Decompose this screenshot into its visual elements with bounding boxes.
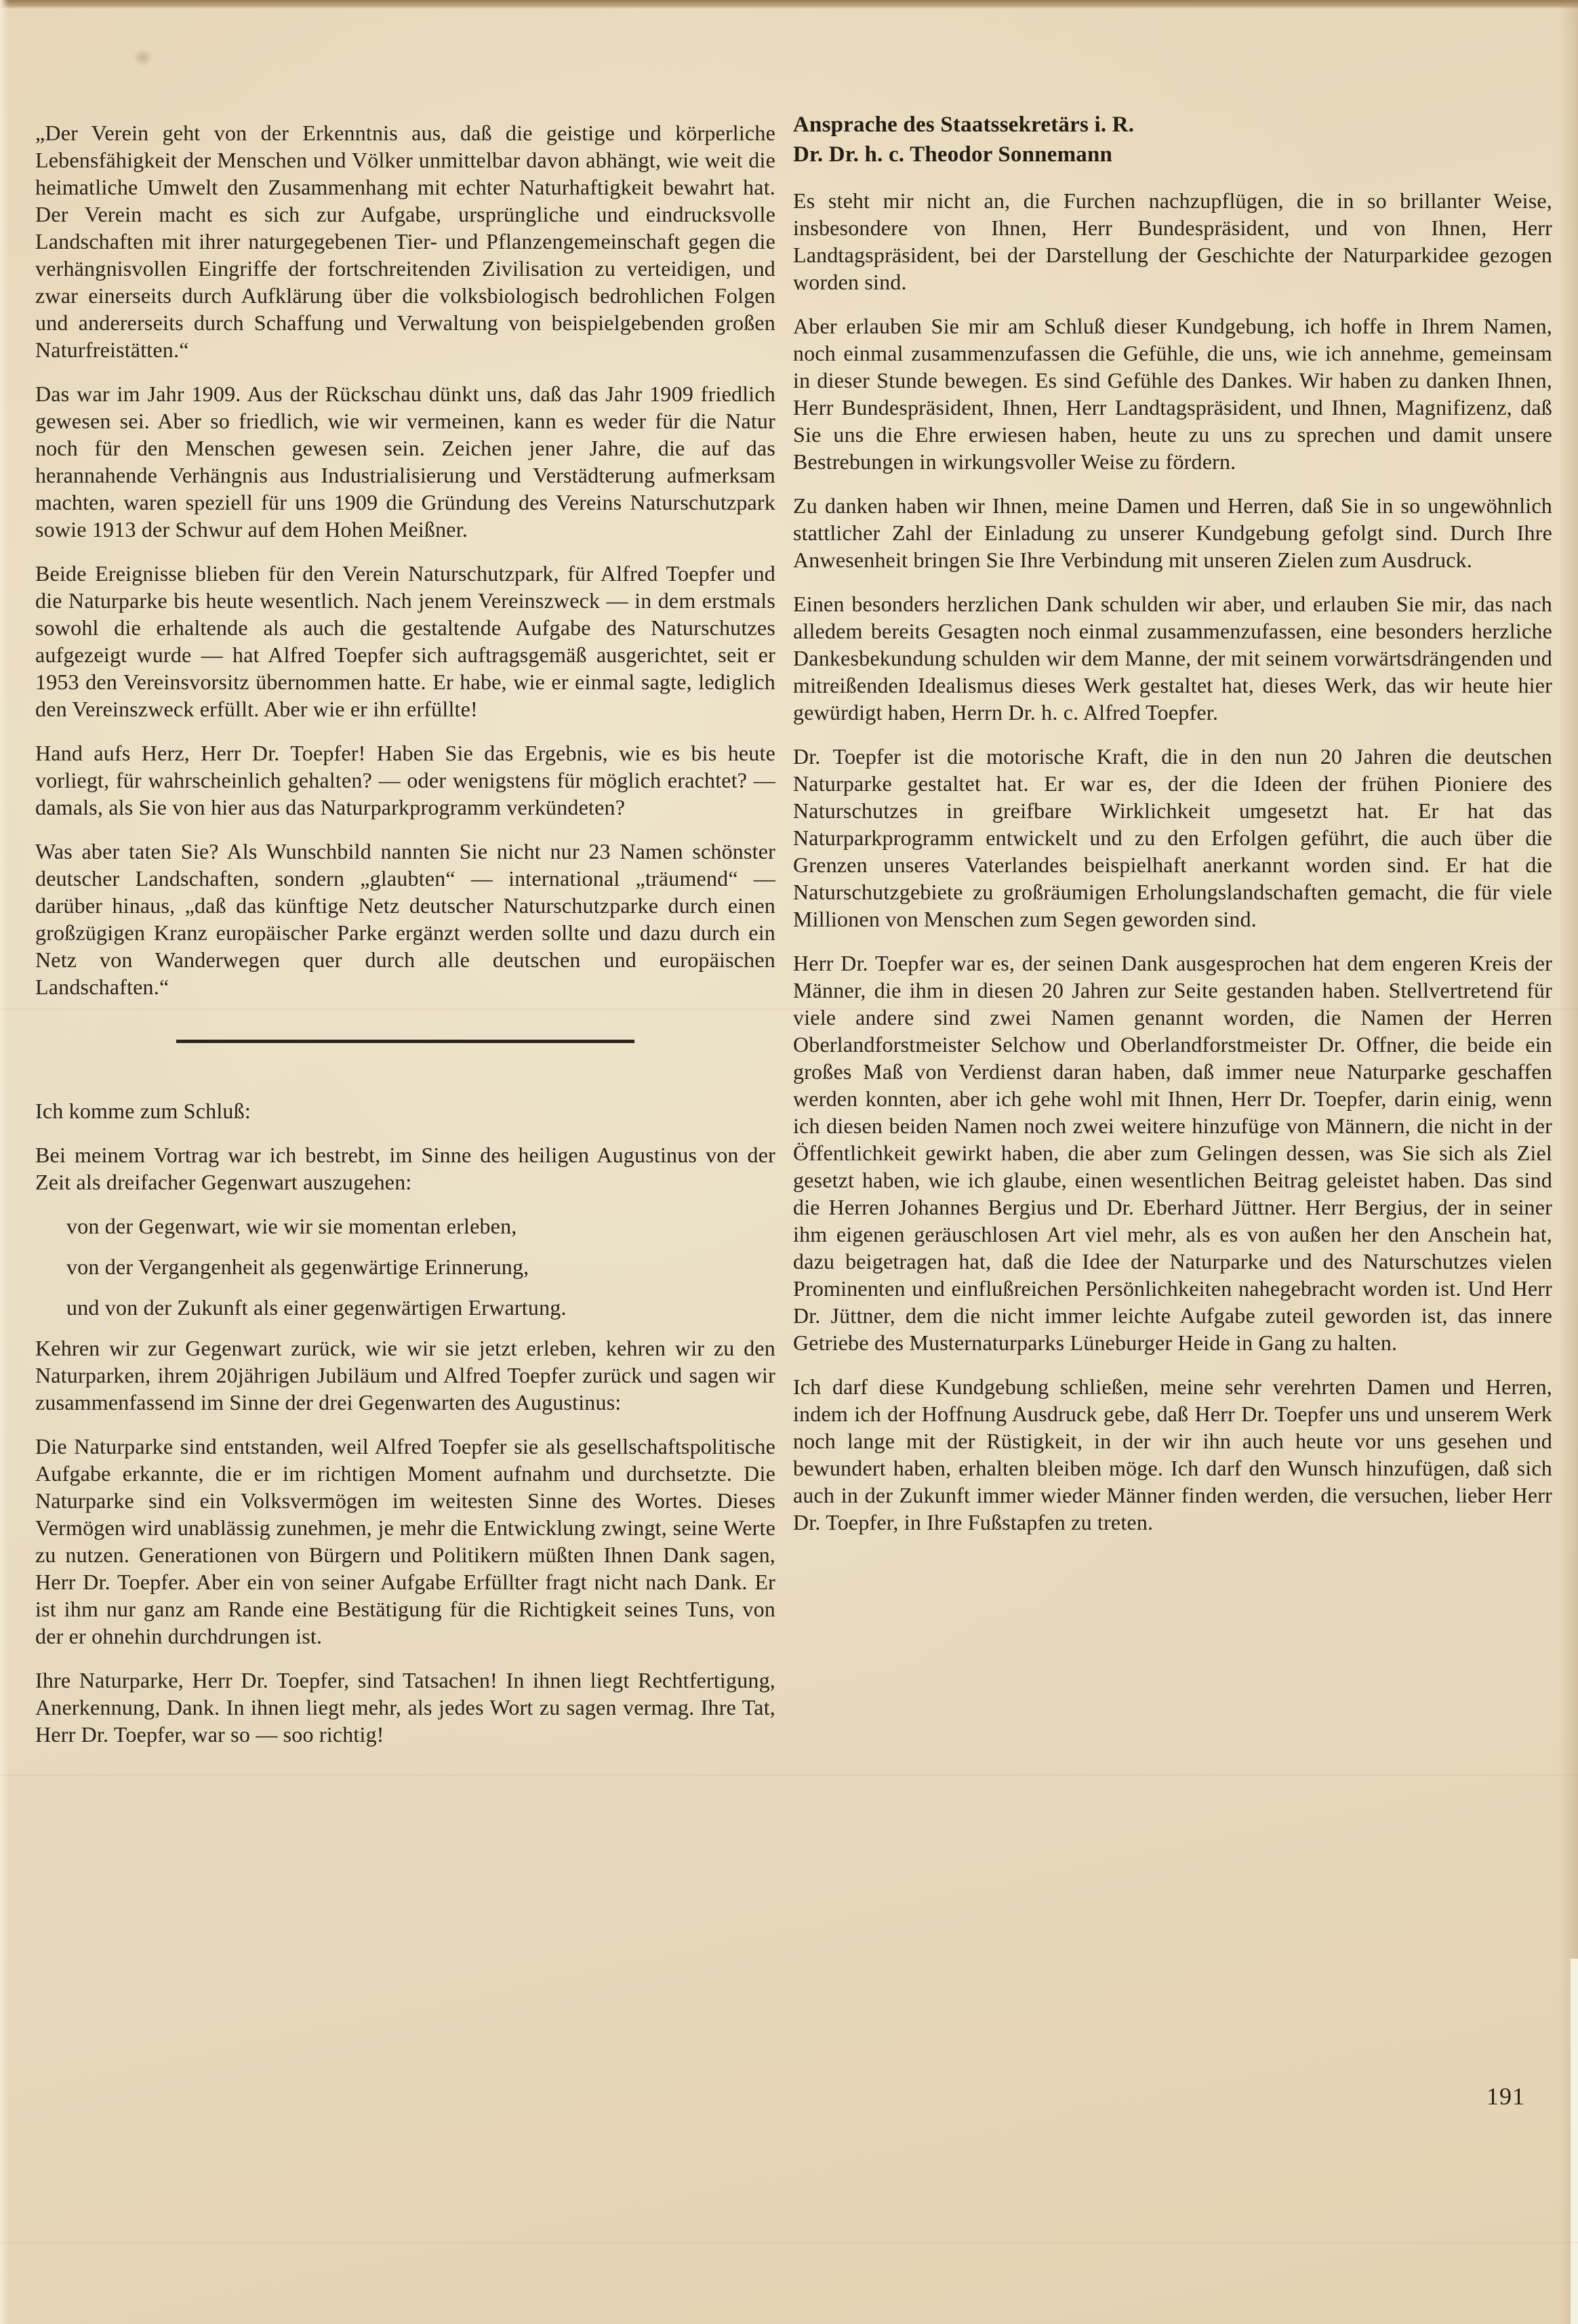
paragraph: Hand aufs Herz, Herr Dr. Toepfer! Haben Sie das Ergebnis, wie es bis heute vorliegt, für wahrscheinlich gehalten? — oder wenigstens für möglich erachtet? — damals, als Sie von hier aus das Naturparkprogramm verkündeten? — [35, 741, 775, 819]
scan-line — [0, 1774, 1578, 1776]
page-number: 191 — [1486, 2083, 1525, 2110]
paragraph: Dr. Toepfer ist die motorische Kraft, die in den nun 20 Jahren die deutschen Naturparke gestaltet hat. Er war es, der die Ideen der frühen Pioniere des Naturschutzes in greifbare Wirklichkeit umgesetzt hat. Er hat das Naturparkprogramm entwickelt und zu den Erfolgen geführt, die auch über die Grenzen unseres Vaterlandes beispielhaft anerkannt worden sind. Er hat die Naturschutzgebiete zu großräumigen Erholungslandschaften gemacht, die für viele Millionen von Menschen zum Segen geworden sind. — [793, 744, 1552, 931]
scan-edge-top — [0, 0, 1578, 9]
scan-edge-left — [0, 0, 9, 2324]
left-column — [35, 119, 775, 1765]
paragraph: und von der Zukunft als einer gegenwärtigen Erwartung. — [66, 1295, 567, 1320]
paragraph: Was aber taten Sie? Als Wunschbild nannten Sie nicht nur 23 Namen schönster deutscher Landschaften, sondern „glaubten“ — international „träumend“ — darüber hinaus, „daß das künftige Netz deutscher Naturschutzparke durch einen großzügigen Kranz europäischer Parke ergänzt werden sollte und dazu durch ein Netz von Wanderwegen quer durch alle deutschen und europäischen Landschaften.“ — [35, 839, 775, 999]
paragraph: Zu danken haben wir Ihnen, meine Damen und Herren, daß Sie in so ungewöhnlich stattlicher Zahl der Einladung zu unserer Kundgebung gefolgt sind. Durch Ihre Anwesenheit bringen Sie Ihre Verbindung mit unseren Zielen zum Ausdruck. — [793, 493, 1552, 572]
article-title — [793, 110, 1552, 169]
paragraph: Herr Dr. Toepfer war es, der seinen Dank ausgesprochen hat dem engeren Kreis der Männer, die ihm in diesen 20 Jahren zur Seite gestanden haben. Stellvertretend für viele andere sind zwei Namen genannt worden, die Namen der Herren Oberlandforstmeister Selchow und Oberlandforstmeister Dr. Offner, die beide ein großes Maß von Verdienst daran haben, daß immer neue Naturparke geschaffen werden konnten, aber ich gehe wohl mit Ihnen, Herr Dr. Toepfer, darin einig, wenn ich diesen beiden Namen noch zwei weitere hinzufüge von Männern, die nicht in der Öffentlichkeit gewirkt haben, die aber zum Gelingen dessen, was Sie sich als Ziel gesetzt haben, wie ich glaube, einen wesentlichen Beitrag geleistet haben. Das sind die Herren Johannes Bergius und Dr. Eberhard Jüttner. Herr Bergius, der in seiner ihm eigenen geräuschlosen Art viel mehr, als es von außen her den Anschein hat, dazu beigetragen hat, daß die Idee der Naturparke und des Naturschutzes vielen Prominenten und einflußreichen Persönlichkeiten nahegebracht worden ist. Und Herr Dr. Jüttner, dem die nicht immer leichte Aufgabe zuteil geworden ist, das innere Getriebe des Musternaturparks Lüneburger Heide in Gang zu halten. — [793, 951, 1552, 1355]
paragraph: Das war im Jahr 1909. Aus der Rückschau dünkt uns, daß das Jahr 1909 friedlich gewesen sei. Aber so friedlich, wie wir vermeinen, kann es weder für die Natur noch für den Menschen gewesen sein. Zeichen jener Jahre, die auf das herannahende Verhängnis aus Industrialisierung und Verstädterung aufmerksam machten, waren speziell für uns 1909 die Gründung des Vereins Naturschutzpark sowie 1913 der Schwur auf dem Hohen Meißner. — [35, 382, 775, 542]
paragraph: Ich komme zum Schluß: — [35, 1099, 251, 1123]
paragraph: Einen besonders herzlichen Dank schulden wir aber, und erlauben Sie mir, das nach alledem bereits Gesagten noch einmal zusammenzufassen, eine besonders herzliche Dankesbekundung schulden wir dem Manne, der mit seinem vorwärtsdrängenden und mitreißenden Idealismus dieses Werk gestaltet hat, dieses Werk, das wir heute hier gewürdigt haben, Herrn Dr. h. c. Alfred Toepfer. — [793, 592, 1552, 725]
paragraph: Ich darf diese Kundgebung schließen, meine sehr verehrten Damen und Herren, indem ich der Hoffnung Ausdruck gebe, daß Herr Dr. Toepfer uns und unserem Werk noch lange mit der Rüstigkeit, in der wir ihn auch heute vor uns gesehen und bewundert haben, erhalten bleiben möge. Ich darf den Wunsch hinzufügen, daß sich auch in der Zukunft immer wieder Männer finden werden, die versuchen, lieber Herr Dr. Toepfer, in Ihre Fußstapfen zu treten. — [793, 1374, 1552, 1534]
paragraph: Die Naturparke sind entstanden, weil Alfred Toepfer sie als gesellschaftspolitische Aufgabe erkannte, die er im richtigen Moment aufnahm und durchsetzte. Die Naturparke sind ein Volksvermögen im weitesten Sinne des Wortes. Dieses Vermögen wird unablässig zunehmen, je mehr die Entwicklung zwingt, seine Werte zu nutzen. Generationen von Bürgern und Politikern müßten Ihnen Dank sagen, Herr Dr. Toepfer. Aber ein von seiner Aufgabe Erfüllter fragt nicht nach Dank. Er ist ihm nur ganz am Rande eine Bestätigung für die Richtigkeit seines Tuns, von der er ohnehin durchdrungen ist. — [35, 1434, 775, 1648]
paragraph: „Der Verein geht von der Erkenntnis aus, daß die geistige und körperliche Lebensfähigkeit der Menschen und Völker unmittelbar davon abhängt, wie weit die heimatliche Umwelt den Zusammenhang mit echter Naturhaftigkeit bewahrt hat. Der Verein macht es sich zur Aufgabe, ursprüngliche und eindrucksvolle Landschaften mit ihrer naturgegebenen Tier- und Pflanzengemeinschaft gegen die verhängnisvollen Eingriffe der fortschreitenden Zivilisation zu verteidigen, und zwar einerseits durch Aufklärung über die volksbiologisch bedrohlichen Folgen und andererseits durch Schaffung und Verwaltung von beispielgebenden großen Naturfreistätten.“ — [35, 121, 775, 362]
scan-edge-right-white — [1571, 1959, 1578, 2324]
paragraph: Aber erlauben Sie mir am Schluß dieser Kundgebung, ich hoffe in Ihrem Namen, noch einmal zusammenzufassen die Gefühle, die uns, wie ich annehme, gemeinsam in dieser Stunde bewegen. Es sind Gefühle des Dankes. Wir haben zu danken Ihnen, Herr Bundespräsident, Ihnen, Herr Landtagspräsident, und Ihnen, Magnifizenz, daß Sie uns die Ehre erwiesen haben, heute zu uns zu sprechen und damit unsere Bestrebungen in wirkungsvoller Weise zu fördern. — [793, 314, 1552, 474]
paragraph: Kehren wir zur Gegenwart zurück, wie wir sie jetzt erleben, kehren wir zu den Naturparken, ihrem 20jährigen Jubiläum und Alfred Toepfer zurück und sagen wir zusammenfassend im Sinne der drei Gegenwarten des Augustinus: — [35, 1336, 775, 1414]
paragraph: von der Gegenwart, wie wir sie momentan erleben, — [66, 1214, 517, 1238]
paragraph: von der Vergangenheit als gegenwärtige Erinnerung, — [66, 1255, 529, 1279]
section-divider — [176, 1040, 634, 1043]
right-column — [793, 110, 1552, 1553]
article-title-line1: Ansprache des Staatssekretärs i. R. — [793, 113, 1135, 137]
article-title-line2: Dr. Dr. h. c. Theodor Sonnemann — [793, 142, 1113, 167]
right-column-body — [793, 187, 1552, 1536]
paragraph: Es steht mir nicht an, die Furchen nachzupflügen, die in so brillanter Weise, insbesondere von Ihnen, Herr Bundespräsident, und von Ihnen, Herr Landtagspräsident, bei der Darstellung der Geschichte der Naturparkidee gezogen worden sind. — [793, 188, 1552, 294]
scan-line — [0, 2242, 1578, 2243]
paragraph: Bei meinem Vortrag war ich bestrebt, im Sinne des heiligen Augustinus von der Zeit als dreifacher Gegenwart auszugehen: — [35, 1143, 775, 1194]
paragraph: Ihre Naturparke, Herr Dr. Toepfer, sind Tatsachen! In ihnen liegt Rechtfertigung, Anerkennung, Dank. In ihnen liegt mehr, als jedes Wort zu sagen vermag. Ihre Tat, Herr Dr. Toepfer, war so — soo richtig! — [35, 1668, 775, 1747]
paper-smudge — [133, 49, 153, 66]
paragraph: Beide Ereignisse blieben für den Verein Naturschutzpark, für Alfred Toepfer und die Naturparke bis heute wesentlich. Nach jenem Vereinszweck — in dem erstmals sowohl die erhaltende als auch die gestaltende Aufgabe des Naturschutzes aufgezeigt wurde — hat Alfred Toepfer sich auftragsgemäß ausgerichtet, seit er 1953 den Vereinsvorsitz übernommen hatte. Er habe, wie er einmal sagte, lediglich den Vereinszweck erfüllt. Aber wie er ihn erfüllte! — [35, 561, 775, 721]
